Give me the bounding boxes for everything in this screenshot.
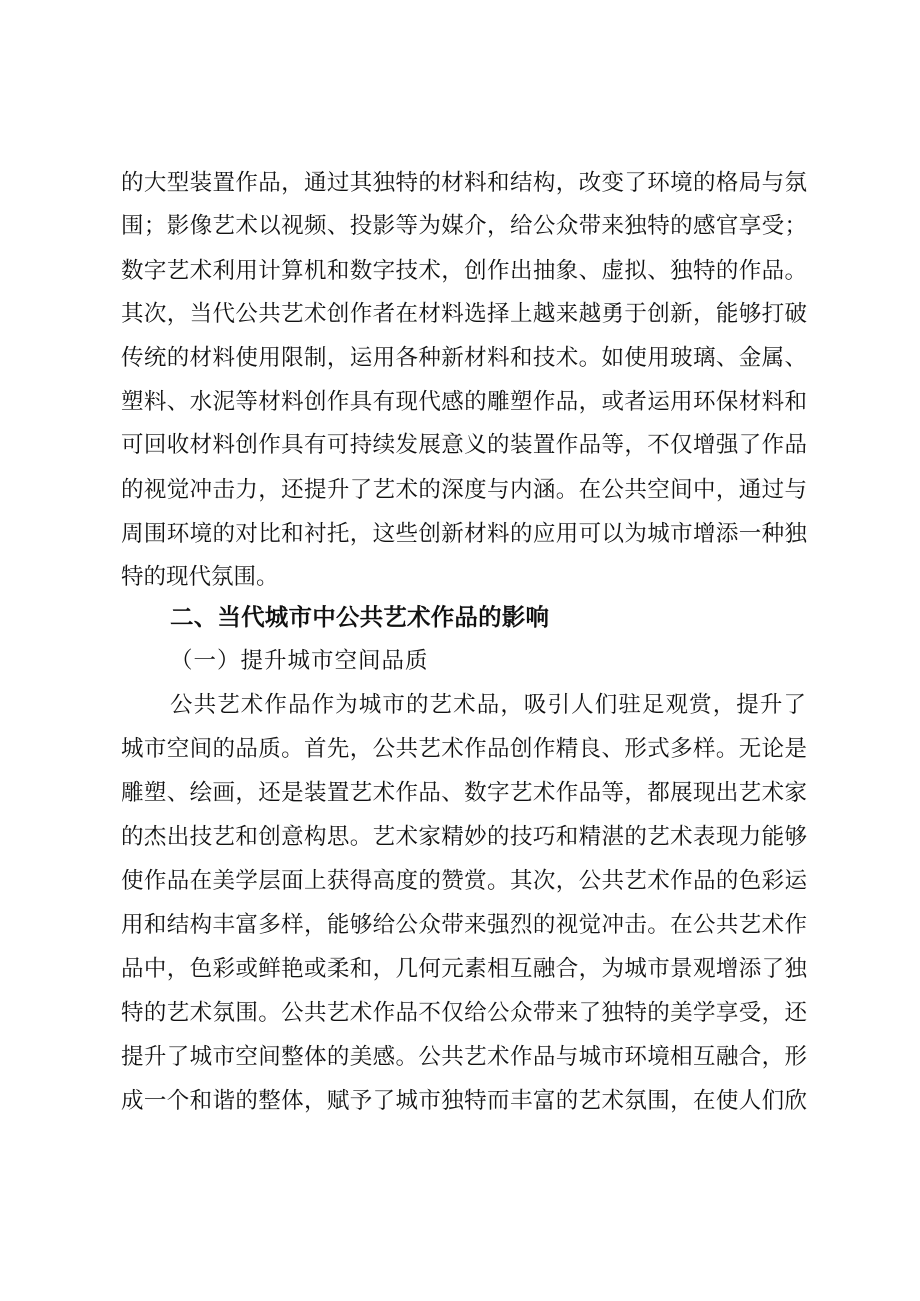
paragraph-line: 公共艺术作品作为城市的艺术品，吸引人们驻足观赏，提升了	[170, 692, 806, 718]
paragraph-line: 的视觉冲击力，还提升了艺术的深度与内涵。在公共空间中，通过与	[121, 477, 807, 503]
paragraph-line: 使作品在美学层面上获得高度的赞赏。其次，公共艺术作品的色彩运	[121, 868, 807, 894]
paragraph-line: 传统的材料使用限制，运用各种新材料和技术。如使用玻璃、金属、	[121, 345, 807, 371]
paragraph-line: 的大型装置作品，通过其独特的材料和结构，改变了环境的格局与氛	[121, 170, 807, 196]
paragraph-line: 成一个和谐的整体，赋予了城市独特而丰富的艺术氛围，在使人们欣	[121, 1088, 807, 1114]
paragraph-line: 可回收材料创作具有可持续发展意义的装置作品等，不仅增强了作品	[121, 432, 807, 458]
paragraph-line: 提升了城市空间整体的美感。公共艺术作品与城市环境相互融合，形	[121, 1044, 807, 1070]
paragraph-line: 的杰出技艺和创意构思。艺术家精妙的技巧和精湛的艺术表现力能够	[121, 824, 807, 850]
section-heading: 二、当代城市中公共艺术作品的影响	[170, 603, 550, 631]
paragraph-line: 周围环境的对比和衬托，这些创新材料的应用可以为城市增添一种独	[121, 521, 807, 547]
subsection-heading: （一）提升城市空间品质	[170, 648, 429, 674]
paragraph-line: 用和结构丰富多样，能够给公众带来强烈的视觉冲击。在公共艺术作	[121, 912, 807, 938]
paragraph-line: 品中，色彩或鲜艳或柔和，几何元素相互融合，为城市景观增添了独	[121, 956, 807, 982]
paragraph-line: 其次，当代公共艺术创作者在材料选择上越来越勇于创新，能够打破	[121, 301, 807, 327]
paragraph-line: 雕塑、绘画，还是装置艺术作品、数字艺术作品等，都展现出艺术家	[121, 780, 807, 806]
paragraph-line: 围；影像艺术以视频、投影等为媒介，给公众带来独特的感官享受；	[121, 213, 807, 239]
paragraph-line: 塑料、水泥等材料创作具有现代感的雕塑作品，或者运用环保材料和	[121, 389, 807, 415]
paragraph-line: 特的艺术氛围。公共艺术作品不仅给公众带来了独特的美学享受，还	[121, 1000, 807, 1026]
paragraph-line: 城市空间的品质。首先，公共艺术作品创作精良、形式多样。无论是	[121, 736, 807, 762]
paragraph-line: 数字艺术利用计算机和数字技术，创作出抽象、虚拟、独特的作品。	[121, 258, 807, 284]
paragraph-line: 特的现代氛围。	[121, 564, 279, 590]
